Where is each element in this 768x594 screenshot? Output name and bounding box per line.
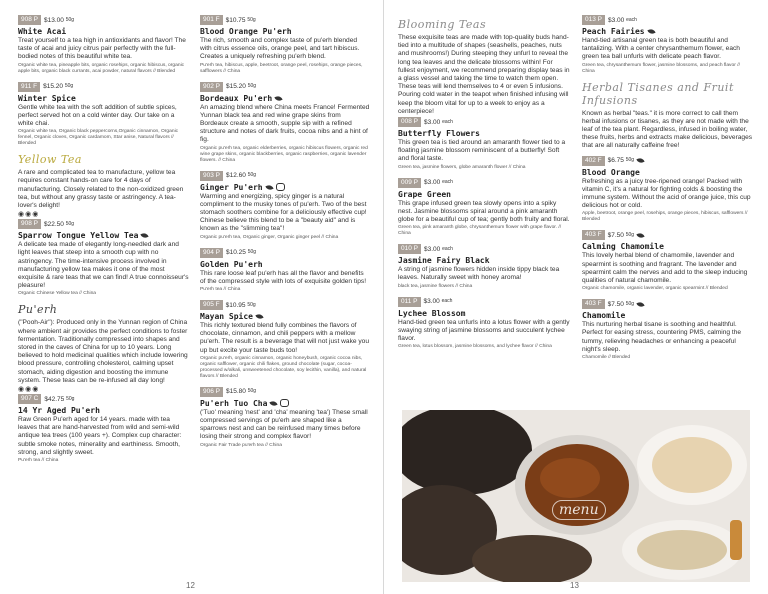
- section-title-yellow-tea: Yellow Tea: [18, 153, 82, 167]
- tea-entry: [200, 81, 370, 164]
- item-code: 903 P: [200, 171, 223, 181]
- item-ingredients: Green tea, jasmine flowers, globe amaranth flower // China: [398, 164, 526, 170]
- item-code: 905 F: [200, 300, 223, 310]
- tea-entry: [18, 393, 190, 464]
- item-code: 906 P: [200, 387, 223, 397]
- tea-entry: [398, 243, 570, 289]
- item-price: $12.60 $^{50g}$: [226, 172, 257, 180]
- item-price: $10.25 $^{50g}$: [226, 249, 257, 257]
- item-description: An amazing blend where China meets France! Fermented Yunnan black tea and red wine grape skins from Bordeaux create a smooth, supple sip with a refined structure and notes of dark fruits, cocoa nibs and a hint of fig.: [200, 103, 370, 144]
- item-code: 008 P: [398, 117, 421, 127]
- item-name: Pu'erh Tuo Cha: [200, 399, 370, 408]
- item-ingredients: Green tea, chrysanthemum flower, jasmine blossoms, and peach flavor // China: [582, 62, 740, 74]
- tea-entry: [18, 14, 190, 75]
- tea-entry: [582, 229, 754, 292]
- item-code: 403 F: [582, 230, 605, 240]
- section-intro: ("Pooh-Air"): Produced only in the Yunnan region of China where ambient air provides the perfect conditions to foster fermentation. Traditionally compressed into shapes and stored in the caves of China for up to 10 years. Long believed to hold medicinal qualities which include lowering blood pressure, controlling cholesterol, calming upset stomach, aiding digestion and boosting the immune system. These teas can be re-infused all day long!: [18, 319, 188, 384]
- item-ingredients: Green tea, lotus blossom, jasmine blossoms, and lychee flavor // China: [398, 344, 552, 350]
- item-ingredients: Organic white tea, Organic black peppercorns,Organic cinnamon, Organic fennel, Organic cloves, Organic cardamom, Star anise, Natural flavors // Blended: [18, 129, 179, 147]
- item-price: $6.75 $^{50g}$: [607, 157, 635, 165]
- tea-entry: [398, 116, 570, 171]
- item-ingredients: Pu'erh tea // China: [200, 287, 241, 293]
- item-description: Treat yourself to a tea high in antioxidants and flavor! The taste of acai and juicy citrus pair perfectly with the full-bodied notes of this beautiful white tea.: [18, 37, 186, 61]
- item-description: A string of jasmine flowers hidden inside tippy black tea leaves. Naturally sweet with honey aroma!: [398, 266, 560, 282]
- item-name: Chamomile: [582, 311, 626, 321]
- item-price: $10.75 $^{50g}$: [225, 16, 256, 24]
- item-price: $3.00 $^{each}$: [608, 16, 637, 24]
- tea-entry: [582, 155, 754, 224]
- item-code: 907 C: [18, 394, 41, 404]
- heart-icon: [276, 183, 285, 191]
- item-name: Ginger Pu'erh: [200, 183, 370, 192]
- item-code: 010 P: [398, 244, 421, 254]
- item-price: $22.50 $^{50g}$: [44, 220, 75, 228]
- item-description: This grape infused green tea slowly opens into a spiky nest. Jasmine blossoms spiral around a pink amaranth globe for a beautiful cup of tea; gently both fruity and floral.: [398, 199, 570, 224]
- item-name: Golden Pu'erh: [200, 259, 263, 269]
- organic-leaf-icon: [647, 28, 655, 35]
- item-description: The rich, smooth and complex taste of pu'erh blended with citrus essence oils, orange peel, and tart hibiscus. Creates a uniquely refreshing pu'erh blend.: [200, 37, 360, 61]
- section-title-puerh: Pu'erh: [18, 303, 58, 317]
- item-ingredients: Chamomile // Blended: [582, 355, 631, 361]
- item-price: $3.00 $^{each}$: [424, 179, 453, 187]
- item-name: Peach Fairies: [582, 27, 754, 36]
- organic-leaf-icon: [275, 95, 283, 102]
- item-price: $10.95 $^{50g}$: [225, 301, 256, 309]
- organic-leaf-icon: [636, 157, 644, 164]
- tea-entry: [582, 298, 754, 361]
- item-description: Warming and energizing, spicy ginger is a natural compliment to the musky tones of pu'erh. Two of the best stomach soothers combine for a deliciously effective cup! Chinese believe this blend to be a "beauty aid" and is known as the "slimming tea"!: [200, 192, 367, 233]
- item-name: Calming Chamomile: [582, 242, 664, 252]
- steep-icons: ◉◉◉: [18, 211, 40, 219]
- left-column-2: [200, 14, 370, 455]
- organic-leaf-icon: [270, 400, 278, 407]
- item-code: 013 P: [582, 15, 605, 25]
- item-code: 402 F: [582, 156, 605, 166]
- organic-leaf-icon: [265, 184, 273, 191]
- item-description: Refreshing as a juicy tree-ripened orange! Packed with vitamin C, it's a natural for fighting colds & boosting the immune system. Without the acid of orange juice, this cup delicious hot or cold.: [582, 177, 751, 210]
- item-ingredients: Organic Fair Trade pu'erh tea // China: [200, 442, 282, 448]
- organic-leaf-icon: [255, 313, 263, 320]
- item-price: $42.75 $^{50g}$: [44, 395, 75, 403]
- section-intro: These exquisite teas are made with top-quality buds hand-tied into a multitude of shapes (seashells, peaches, nuts and mushrooms!) During steeping they unfurl to reveal the long tea leaves and the delicate blossoms within! For fullest enjoyment, we recommend preparing display teas in a glass vessel and taking the time to watch them open. These teas will lend themselves to 4 or even 5 infusions. Pouring cold water in the teapot when finished infusing will keep the bloom vital for up to a week to enjoy as a centerpiece!: [398, 34, 570, 115]
- item-name: Mayan Spice: [200, 312, 370, 321]
- right-column-2: [582, 14, 754, 367]
- item-name: Winter Spice: [18, 93, 76, 103]
- organic-leaf-icon: [636, 301, 644, 308]
- left-column-1: [18, 14, 190, 470]
- heart-icon: [280, 399, 289, 407]
- item-code: 011 P: [398, 297, 421, 307]
- item-ingredients: Green tea, pink amaranth globe, chrysanthemum flower with grape flavor. // China: [398, 225, 562, 237]
- item-description: Hand-tied green tea unfurls into a lotus flower with a gently swaying string of jasmine blossoms and succulent lychee flavor.: [398, 318, 570, 343]
- item-code: 911 F: [18, 82, 40, 92]
- item-description: This nurturing herbal tisane is soothing and healthful. Perfect for easing stress, countering PMS, calming the tummy, relieving headaches or enhancing a peaceful night's sleep.: [582, 321, 742, 353]
- item-name: Blood Orange Pu'erh: [200, 27, 292, 36]
- item-code: 009 P: [398, 178, 421, 188]
- item-name: Sparrow Tongue Yellow Tea: [18, 231, 190, 240]
- tea-photo-illustration: [402, 410, 750, 582]
- item-code: 908 P: [18, 15, 41, 25]
- watermark-logo: menu: [552, 500, 606, 520]
- item-name: Grape Green: [398, 189, 451, 199]
- item-name: Butterfly Flowers: [398, 129, 480, 139]
- tea-entry: [582, 14, 754, 75]
- page-number: 13: [570, 581, 579, 590]
- item-name: 14 Yr Aged Pu'erh: [18, 406, 100, 416]
- item-code: 908 P: [18, 219, 41, 229]
- item-code: 904 P: [200, 248, 223, 258]
- right-column-1: [398, 14, 570, 356]
- tea-entry: [200, 14, 370, 75]
- item-description: A delicate tea made of elegantly long-needled dark and light leaves that steep into a smooth cup with no astringency. The time-intensive process involved in manufacturing yellow tea makes it one of the most exquisite & rare teas that we can find! A true connoisseur's pleasure!: [18, 241, 189, 290]
- tea-entry: [18, 81, 190, 148]
- item-name: Blood Orange: [582, 167, 640, 177]
- tea-entry: [200, 247, 370, 293]
- tea-entry: [200, 299, 370, 380]
- tea-entry: [398, 177, 570, 238]
- page-number: 12: [186, 581, 195, 590]
- item-description: This lovely herbal blend of chamomile, lavender and spearmint is soothing and fragrant. The lavender and spearmint calm the nerves and add to the sleep inducing qualities of natural chamomile.: [582, 252, 748, 285]
- item-name: Lychee Blossom: [398, 308, 466, 318]
- item-price: $15.80 $^{50g}$: [226, 388, 257, 396]
- item-description: Raw Green Pu'erh aged for 14 years. made with tea leaves that are hand-harvested from wild and semi-wild antique tea trees (100 years +). Complex cup character: subtle smoke notes, minerality and earthiness. Smooth, strong, and slightly sweet.: [18, 416, 182, 456]
- item-name: Jasmine Fairy Black: [398, 256, 490, 266]
- steep-icons: ◉◉◉: [18, 386, 40, 394]
- item-ingredients: Organic chamomile, organic lavender, organic spearmint // Blended: [582, 286, 728, 292]
- item-code: 902 P: [200, 82, 223, 92]
- tea-entry: [18, 218, 190, 297]
- item-ingredients: black tea, jasmine flowers // China: [398, 283, 473, 289]
- item-price: $3.00 $^{each}$: [423, 298, 453, 306]
- item-code: 403 F: [582, 299, 605, 309]
- tea-entry: [398, 296, 570, 351]
- item-description: Hand-tied artisanal green tea is both beautiful and tantalizing. With a center chrysanthemum flower, each green tea ball unfurls with delicate peach flavor.: [582, 37, 740, 61]
- item-ingredients: Apple, beetroot, orange peel, rosehips, orange pieces, hibiscus, safflowers // Blended: [582, 211, 748, 223]
- tea-entry: [200, 170, 370, 241]
- item-price: $13.00 $^{50g}$: [44, 16, 75, 24]
- item-name: Bordeaux Pu'erh: [200, 94, 370, 103]
- section-title-blooming-teas: Blooming Teas: [398, 18, 487, 31]
- item-code: 901 F: [200, 15, 223, 25]
- item-description: This rare loose leaf pu'erh has all the flavor and benefits of the compressed style with lots of exquisite golden tips!: [200, 269, 367, 285]
- organic-leaf-icon: [141, 232, 149, 239]
- item-ingredients: Organic pu'erh tea, organic elderberries, organic hibiscus flowers, organic red wine grape skins, organic blackberries, organic raspberries, organic lavender flowers. // China: [200, 145, 368, 163]
- section-title-herbal-tisanes: Herbal Tisanes and Fruit Infusions: [582, 80, 734, 107]
- item-ingredients: Organic white tea, pineapple bits, organic rosehips, organic hibiscus, organic apple bits, organic black currants, acai powder, natural flavors // Blended: [18, 62, 185, 74]
- item-price: $15.20 $^{50g}$: [226, 83, 257, 91]
- section-intro: A rare and complicated tea to manufacture, yellow tea requires constant hands-on care for 4 days of manufacturing. Closely related to the non-oxidized green tea, but without any grassy taste or astringency. A tea-lover's delight!: [18, 169, 184, 210]
- item-price: $7.50 $^{50g}$: [607, 300, 635, 308]
- right-page: [384, 0, 768, 594]
- item-ingredients: Organic pu'erh, organic cinnamon, organic honeybush, organic cocoa nibs, organic safflower, organic chili flakes, ground chocolate (sugar, cocoa-processed w/alkali, unsweetened chocolate, soy lecithin, vanilla), and natural flavors // Blended: [200, 355, 367, 379]
- item-name: White Acai: [18, 27, 67, 36]
- item-ingredients: Pu'erh tea, hibiscus, apple, beetroot, orange peel, rosehips, orange pieces, safflowers // China: [200, 62, 363, 74]
- item-price: $3.00 $^{each}$: [424, 118, 453, 126]
- item-description: Gentle white tea with the soft addition of subtle spices, perfect served hot on a cold winter day. Our take on a white chai.: [18, 103, 177, 128]
- item-ingredients: Organic pu'erh tea, Organic ginger, Organic ginger peel // China: [200, 234, 339, 240]
- item-price: $15.20 $^{50g}$: [43, 83, 74, 91]
- item-ingredients: Pu'erh tea // China: [18, 458, 59, 464]
- item-price: $7.50 $^{50g}$: [607, 231, 635, 239]
- organic-leaf-icon: [636, 232, 644, 239]
- section-intro: Known as herbal "teas." it is more correct to call them herbal infusions or tisanes, as they are not made with the leaf of the tea plant. Regardless, infused in boiling water, these fruits, herbs and extracts make delicious, beverages that are all naturally caffeine free!: [582, 109, 753, 150]
- item-price: $3.00 $^{each}$: [424, 245, 453, 253]
- tea-photo: [402, 410, 750, 582]
- item-description: ('Tuo' meaning 'nest' and 'cha' meaning 'tea') These small compressed servings of pu'erh are shaped like a sparrows nest and can be reinfused many times before losing their strong and complex flavor!: [200, 408, 368, 441]
- item-description: This richly textured blend fully combines the flavors of chocolate, cinnamon, and chili peppers with a mellow pu'erh. The result is a beverage that will not just wake you up but excite your taste buds too!: [200, 322, 370, 354]
- item-description: This green tea is tied around an amaranth flower tied to a floating jasmine blossom reminiscent of a butterfly! Soft and floral taste.: [398, 139, 566, 163]
- tea-entry: [200, 386, 370, 449]
- item-ingredients: Organic Chinese Yellow tea // China: [18, 291, 97, 297]
